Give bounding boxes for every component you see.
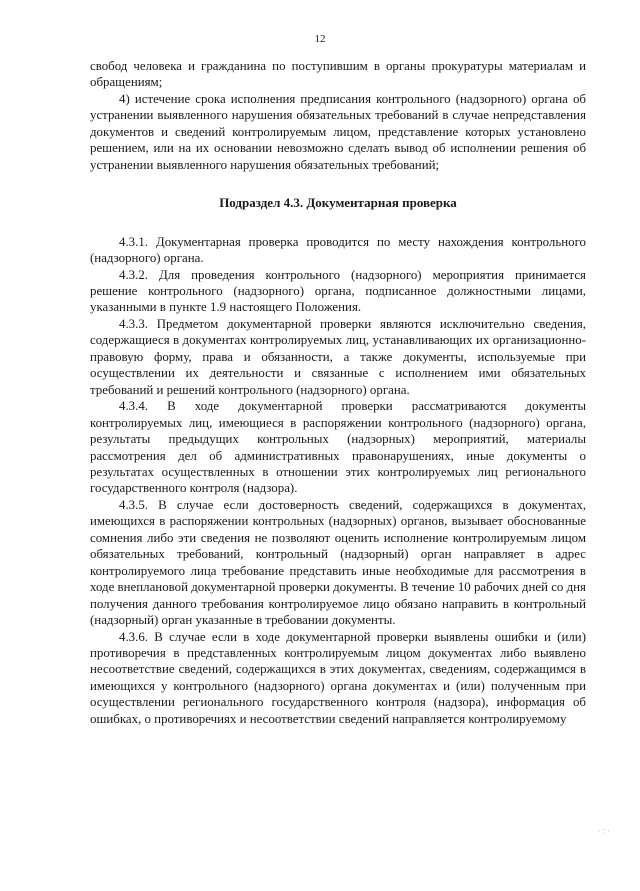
paragraph-4-3-4: 4.3.4. В ходе документарной проверки рассматриваются документы контролируемых лиц, имеющиеся в распоряжении контрольного (надзорного) органа, результаты предыдущих контрольных (надзорных) мероприятий, материалы рассмотрения дел об административных правонарушениях, иные документы о результатах осуществленных в отношении этих контролируемых лиц регионального государственного контроля (надзора). [90,399,586,496]
page-number: 12 [314,33,326,45]
paragraph-item-4: 4) истечение срока исполнения предписания контрольного (надзорного) органа об устранении выявленного нарушения обязательных требований в случае непредставления документов и сведений контролируемым лицом, представление которых установлено решением, или на их основании невозможно сделать вывод об исполнении решения об устранении выявленного нарушения обязательных требований; [90,91,586,172]
scan-artifact: ·:· [597,827,612,837]
section-heading: Подраздел 4.3. Документарная проверка [219,195,457,211]
paragraph-4-3-6: 4.3.6. В случае если в ходе документарной проверки выявлены ошибки и (или) противоречия в представленных контролируемым лицом документах либо выявлено несоответствие сведений, содержащихся в этих документах, сведениям, содержащимся в имеющихся у контрольного (надзорного) органа документах и (или) полученным при осуществлении регионального государственного контроля (надзора), информация об ошибках, о противоречиях и несоответствии сведений направляется контролируемому [90,629,586,726]
paragraph-4-3-3: 4.3.3. Предметом документарной проверки являются исключительно сведения, содержащиеся в документах контролируемых лиц, устанавливающих их организационно-правовую форму, права и обязанности, а также документы, используемые при осуществлении их деятельности и связанные с исполнением ими обязательных требований и решений контрольного (надзорного) органа. [90,316,586,397]
page-content [90,58,586,727]
paragraph-4-3-1: 4.3.1. Документарная проверка проводится по месту нахождения контрольного (надзорного) органа. [90,234,586,266]
paragraph-4-3-2: 4.3.2. Для проведения контрольного (надзорного) мероприятия принимается решение контрольного (надзорного) органа, подписанное должностными лицами, указанными в пункте 1.9 настоящего Положения. [90,267,586,315]
paragraph-continuation: свобод человека и гражданина по поступившим в органы прокуратуры материалам и обращениям; [90,59,586,90]
paragraph-4-3-5: 4.3.5. В случае если достоверность сведений, содержащихся в документах, имеющихся в распоряжении контрольных (надзорных) органов, вызывает обоснованные сомнения либо эти сведения не позволяют оценить исполнение контролируемым лицом обязательных требований, контрольный (надзорный) орган направляет в адрес контролируемого лица требование представить иные необходимые для рассмотрения в ходе внеплановой документарной проверки документы. В течение 10 рабочих дней со дня получения данного требования контролируемое лицо обязано направить в контрольный (надзорный) орган указанные в требовании документы. [90,497,586,628]
